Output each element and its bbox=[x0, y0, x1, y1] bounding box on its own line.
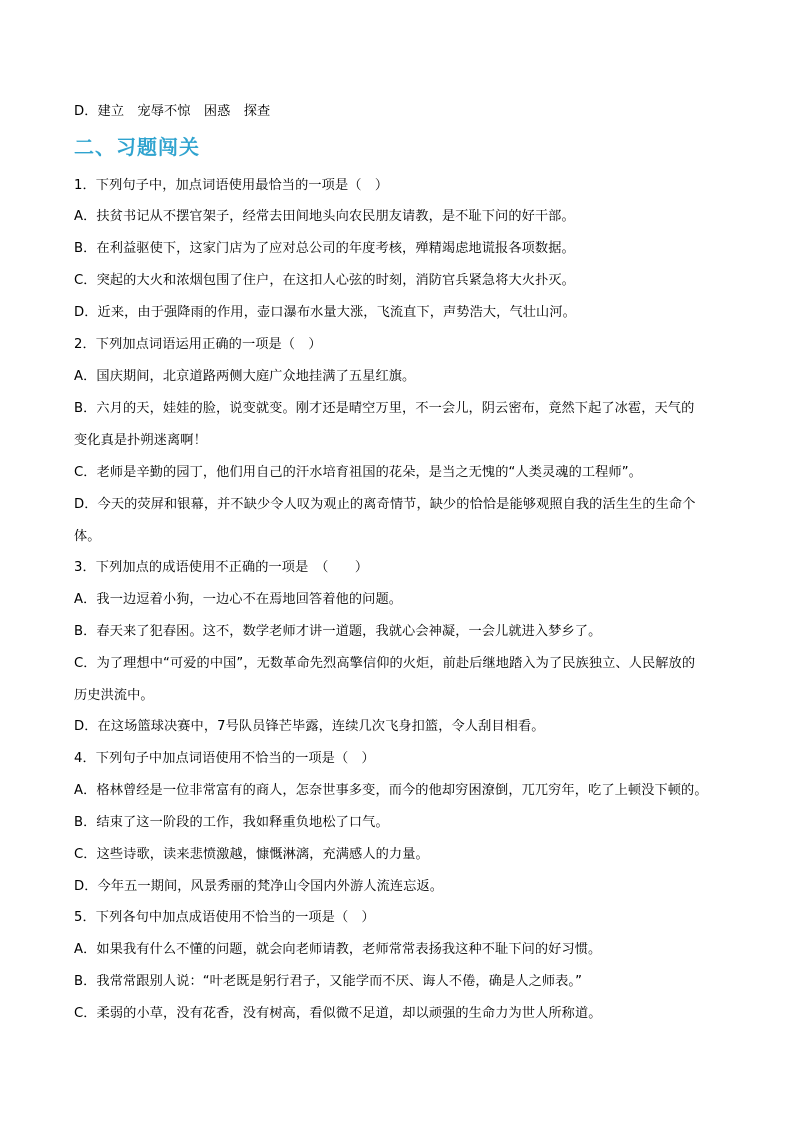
option-line: C．突起的大火和浓烟包围了住户，在这扣人心弦的时刻，消防官兵紧急将大火扑灭。 bbox=[74, 273, 575, 288]
option-line: D．在这场篮球决赛中，7号队员锋芒毕露，连续几次飞身扣篮，令人刮目相看。 bbox=[74, 719, 545, 734]
option-line: A．国庆期间，北京道路两侧大庭广众地挂满了五星红旗。 bbox=[74, 369, 416, 384]
option-line: A．我一边逗着小狗，一边心不在焉地回答着他的问题。 bbox=[74, 592, 403, 607]
option-line-continuation: 体。 bbox=[74, 529, 101, 544]
option-line-continuation: 历史洪流中。 bbox=[74, 688, 154, 703]
option-line: A．如果我有什么不懂的问题，就会向老师请教，老师常常表扬我这种不耻下问的好习惯。 bbox=[74, 942, 602, 957]
option-line: B．我常常跟别人说：“叶老既是躬行君子，又能学而不厌、诲人不倦，确是人之师表。” bbox=[74, 974, 583, 989]
option-line: D．建立 宠辱不惊 困惑 探查 bbox=[74, 104, 271, 119]
question-3: 3．下列加点的成语使用不正确的一项是 （ ） bbox=[74, 560, 369, 575]
option-line: B．六月的天，娃娃的脸，说变就变。刚才还是晴空万里，不一会儿，阴云密布，竟然下起了冰雹，天气的 bbox=[74, 401, 695, 416]
option-line: A．格林曾经是一位非常富有的商人，怎奈世事多变，而今的他却穷困潦倒，兀兀穷年，吃了上顿没下顿的。 bbox=[74, 783, 708, 798]
option-line: A．扶贫书记从不摆官架子，经常去田间地头向农民朋友请教，是不耻下问的好干部。 bbox=[74, 209, 575, 224]
question-1: 1．下列句子中，加点词语使用最恰当的一项是（ ） bbox=[74, 178, 389, 193]
question-4: 4．下列句子中加点词语使用不恰当的一项是（ ） bbox=[74, 751, 375, 766]
option-line: C．这些诗歌，读来悲愤激越，慷慨淋漓，充满感人的力量。 bbox=[74, 847, 429, 862]
section-title: 二、习题闯关 bbox=[74, 135, 200, 159]
option-line: C．老师是辛勤的园丁，他们用自己的汗水培育祖国的花朵，是当之无愧的“人类灵魂的工程师”。 bbox=[74, 465, 642, 480]
option-line: B．春天来了犯春困。这不，数学老师才讲一道题，我就心会神凝，一会儿就进入梦乡了。 bbox=[74, 624, 602, 639]
option-line: D．近来，由于强降雨的作用，壶口瀑布水量大涨，飞流直下，声势浩大，气壮山河。 bbox=[74, 305, 576, 320]
option-line-continuation: 变化真是扑朔迷离啊！ bbox=[74, 433, 207, 448]
option-line: B．在利益驱使下，这家门店为了应对总公司的年度考核，殚精竭虑地谎报各项数据。 bbox=[74, 241, 575, 256]
question-2: 2．下列加点词语运用正确的一项是（ ） bbox=[74, 337, 322, 352]
option-line: D．今天的荧屏和银幕，并不缺少令人叹为观止的离奇情节，缺少的恰恰是能够观照自我的活生生的生命个 bbox=[74, 497, 696, 512]
option-line: C．柔弱的小草，没有花香，没有树高，看似微不足道，却以顽强的生命力为世人所称道。 bbox=[74, 1006, 602, 1021]
question-5: 5．下列各句中加点成语使用不恰当的一项是（ ） bbox=[74, 910, 375, 925]
option-line: C．为了理想中“可爱的中国”，无数革命先烈高擎信仰的火炬，前赴后继地踏入为了民族独立、人民解放的 bbox=[74, 656, 696, 671]
option-line: B．结束了这一阶段的工作，我如释重负地松了口气。 bbox=[74, 815, 389, 830]
option-line: D．今年五一期间，风景秀丽的梵净山令国内外游人流连忘返。 bbox=[74, 879, 444, 894]
